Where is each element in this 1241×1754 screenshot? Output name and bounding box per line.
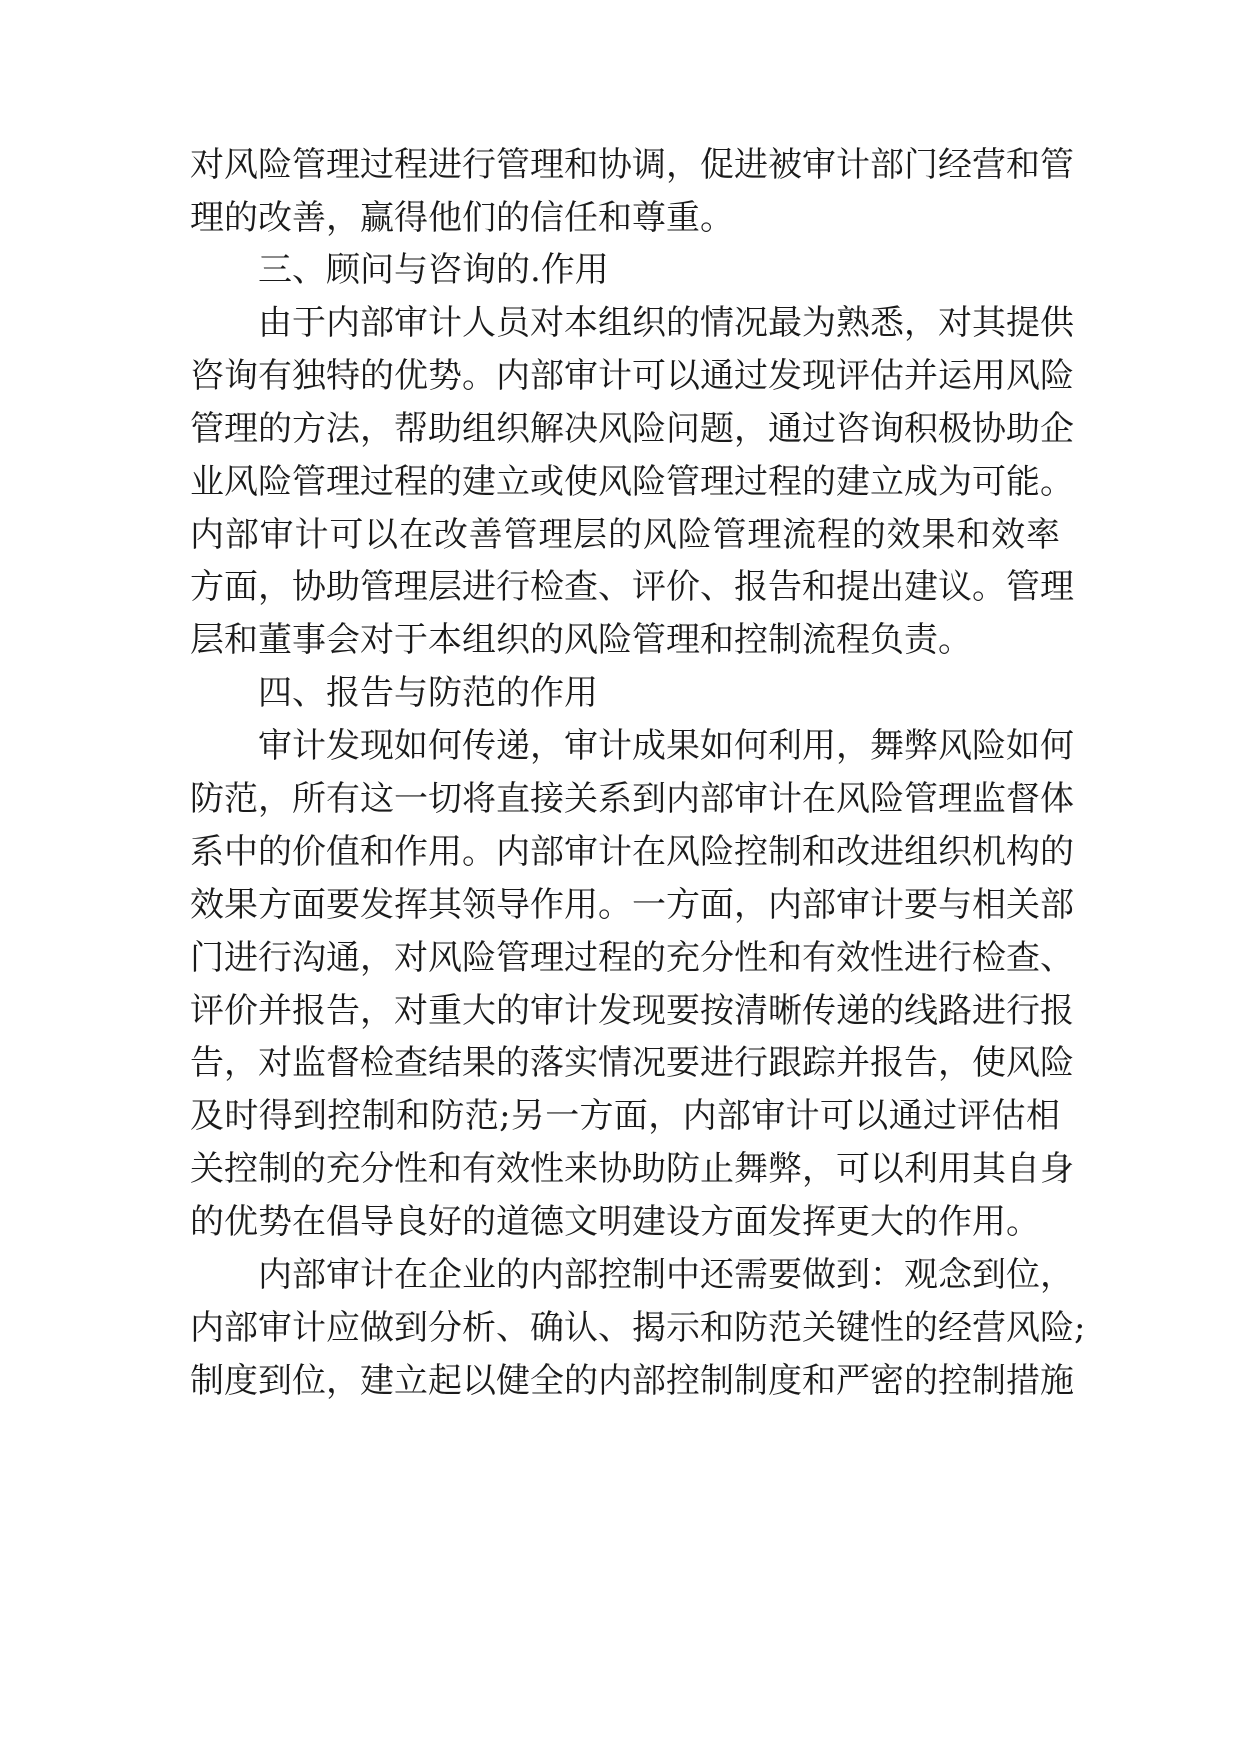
body-text-line: 对风险管理过程进行管理和协调，促进被审计部门经营和管 <box>190 145 1074 185</box>
section-heading: 三、顾问与咨询的.作用 <box>258 250 609 290</box>
body-text-line: 评价并报告，对重大的审计发现要按清晰传递的线路进行报 <box>190 991 1074 1031</box>
body-text-line: 理的改善，赢得他们的信任和尊重。 <box>190 198 734 238</box>
body-text-line: 由于内部审计人员对本组织的情况最为熟悉，对其提供 <box>258 303 1074 343</box>
body-text-line: 内部审计应做到分析、确认、揭示和防范关键性的经营风险; <box>190 1308 1086 1348</box>
body-text-line: 系中的价值和作用。内部审计在风险控制和改进组织机构的 <box>190 832 1074 872</box>
body-text-line: 管理的方法，帮助组织解决风险问题，通过咨询积极协助企 <box>190 409 1074 449</box>
body-text-line: 审计发现如何传递，审计成果如何利用，舞弊风险如何 <box>258 726 1074 766</box>
body-text-line: 内部审计在企业的内部控制中还需要做到：观念到位， <box>258 1255 1074 1295</box>
body-text-line: 效果方面要发挥其领导作用。一方面，内部审计要与相关部 <box>190 885 1074 925</box>
body-text-line: 内部审计可以在改善管理层的风险管理流程的效果和效率 <box>190 515 1060 555</box>
body-text-line: 防范，所有这一切将直接关系到内部审计在风险管理监督体 <box>190 779 1074 819</box>
body-text-line: 告，对监督检查结果的落实情况要进行跟踪并报告，使风险 <box>190 1043 1074 1083</box>
body-text-line: 层和董事会对于本组织的风险管理和控制流程负责。 <box>190 620 972 660</box>
body-text-line: 业风险管理过程的建立或使风险管理过程的建立成为可能。 <box>190 462 1074 502</box>
body-text-line: 及时得到控制和防范;另一方面，内部审计可以通过评估相 <box>190 1096 1060 1136</box>
body-text-line: 门进行沟通，对风险管理过程的充分性和有效性进行检查、 <box>190 938 1074 978</box>
body-text-line: 方面，协助管理层进行检查、评价、报告和提出建议。管理 <box>190 567 1074 607</box>
body-text-line: 制度到位，建立起以健全的内部控制制度和严密的控制措施 <box>190 1361 1074 1401</box>
section-heading: 四、报告与防范的作用 <box>258 673 598 713</box>
body-text-line: 咨询有独特的优势。内部审计可以通过发现评估并运用风险 <box>190 356 1074 396</box>
body-text-line: 的优势在倡导良好的道德文明建设方面发挥更大的作用。 <box>190 1202 1040 1242</box>
body-text-line: 关控制的充分性和有效性来协助防止舞弊，可以利用其自身 <box>190 1149 1074 1189</box>
